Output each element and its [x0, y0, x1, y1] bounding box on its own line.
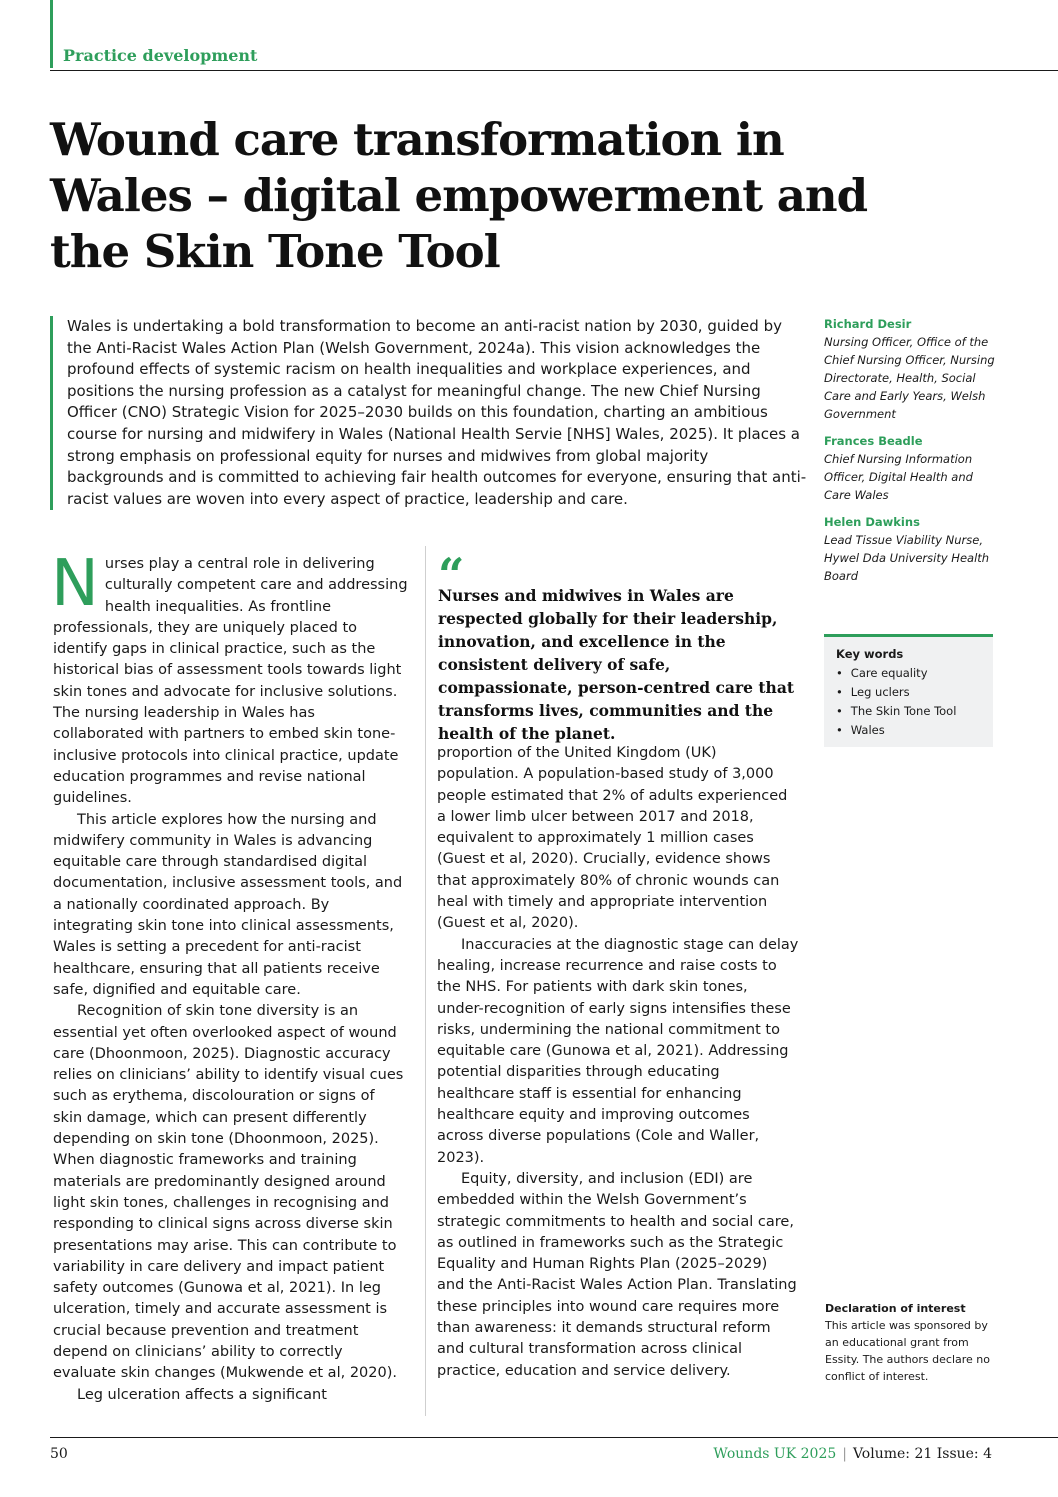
column-divider [425, 546, 426, 1416]
author-entry [824, 433, 1002, 504]
author-list [824, 316, 1002, 595]
journal-footer [713, 1446, 992, 1462]
keyword-item: • Wales [836, 721, 993, 740]
body-column-2 [437, 743, 799, 1382]
keyword-item: • Care equality [836, 664, 993, 683]
author-name: Helen Dawkins [824, 515, 920, 529]
author-name: Richard Desir [824, 317, 912, 331]
keyword-item: • The Skin Tone Tool [836, 702, 993, 721]
header-rule [50, 70, 1058, 71]
keywords-list [836, 664, 993, 740]
author-role: Lead Tissue Viability Nurse, Hywel Dda University Health Board [824, 533, 990, 583]
body-paragraph: Recognition of skin tone diversity is an essential yet often overlooked aspect of wound care (Dhoonmoon, 2025). Diagnostic accuracy relies on clinicians’ ability to identify visual cues such as erythema, discolouration or signs of skin damage, which can present differently depending on skin tone (Dhoonmoon, 2025). When diagnostic frameworks and training materials are predominantly designed around light skin tones, challenges in recognising and responding to clinical signs across diverse skin presentations may arise. This can contribute to variability in care delivery and impact patient safety outcomes (Gunowa et al, 2021). In leg ulceration, timely and accurate assessment is crucial because prevention and treatment depend on clinicians’ ability to correctly evaluate skin changes (Mukwende et al, 2020). [53, 1003, 404, 1382]
body-paragraph: Leg ulceration affects a significant [77, 1386, 327, 1403]
author-entry [824, 316, 1002, 423]
pull-quote: Nurses and midwives in Wales are respected globally for their leadership, innovation, and excellence in the consistent delivery of safe, compassionate, person-centred care that transforms lives, communities and the health of the planet. [438, 586, 795, 743]
body-paragraph: This article explores how the nursing and midwifery community in Wales is advancing equitable care through standardised digital documentation, inclusive assessment tools, and a nationally coordinated approach. By integrating skin tone into clinical assessments, Wales is setting a precedent for anti-racist healthcare, ensuring that all patients receive safe, dignified and equitable care. [53, 811, 403, 998]
author-role: Chief Nursing Information Officer, Digital Health and Care Wales [824, 452, 973, 502]
paragraph-text: urses play a central role in delivering culturally competent care and addressing health inequalities. As frontline professionals, they are uniquely placed to identify gaps in clinical practice, such as the historical bias of assessment tools towards light skin tones and advocate for inclusive solutions. The nursing leadership in Wales has collaborated with partners to embed skin tone-inclusive protocols into clinical practice, update education programmes and revise national guidelines. [53, 556, 408, 807]
quote-icon: “ [438, 548, 465, 602]
author-entry [824, 514, 1002, 585]
article-title: Wound care transformation in Wales – digital empowerment and the Skin Tone Tool [50, 113, 868, 278]
declaration-text: This article was sponsored by an educational grant from Essity. The authors declare no conflict of interest. [825, 1319, 990, 1383]
body-paragraph [51, 547, 408, 810]
body-paragraph: proportion of the United Kingdom (UK) population. A population-based study of 3,000 people estimated that 2% of adults experienced a lower limb ulcer between 2017 and 2018, equivalent to approximately 1 million cases (Guest et al, 2020). Crucially, evidence shows that approximately 80% of chronic wounds can heal with timely and appropriate intervention (Guest et al, 2020). [437, 745, 788, 932]
journal-name: Wounds UK 2025 [713, 1446, 837, 1462]
body-paragraph: Inaccuracies at the diagnostic stage can delay healing, increase recurrence and raise costs to the NHS. For patients with dark skin tones, under-recognition of early signs intensifies these risks, undermining the national commitment to equitable care (Gunowa et al, 2021). Addressing potential disparities through educating healthcare staff is essential for enhancing healthcare equity and improving outcomes across diverse populations (Cole and Waller, 2023). [437, 936, 799, 1166]
abstract: Wales is undertaking a bold transformation to become an anti-racist nation by 2030, guided by the Anti-Racist Wales Action Plan (Welsh Government, 2024a). This vision acknowledges the profound effects of systemic racism on health inequalities and workplace experiences, and positions the nursing profession as a catalyst for meaningful change. The new Chief Nursing Officer (CNO) Strategic Vision for 2025–2030 builds on this foundation, charting an ambitious course for nursing and midwifery in Wales (National Health Servie [NHS] Wales, 2025). It places a strong emphasis on professional equity for nurses and midwives from global majority backgrounds and is committed to achieving fair health outcomes for everyone, ensuring that anti-racist values are woven into every aspect of practice, leadership and care. [50, 316, 809, 510]
declaration-title: Declaration of interest [825, 1302, 966, 1315]
section-accent-bar [50, 0, 53, 68]
keyword-item: • Leg uclers [836, 683, 993, 702]
body-paragraph: Equity, diversity, and inclusion (EDI) are embedded within the Welsh Government’s strategic commitments to health and social care, as outlined in frameworks such as the Strategic Equality and Human Rights Plan (2025–2029) and the Anti-Racist Wales Action Plan. Translating these principles into wound care requires more than awareness: it demands structural reform and cultural transformation across clinical practice, education and service delivery. [437, 1170, 797, 1379]
body-column-1 [51, 547, 408, 1406]
volume-issue: Volume: 21 Issue: 4 [852, 1446, 992, 1462]
keywords-box [824, 634, 993, 747]
author-name: Frances Beadle [824, 434, 923, 448]
section-label: Practice development [63, 46, 258, 65]
footer-separator: | [842, 1446, 847, 1462]
declaration-of-interest [825, 1300, 995, 1385]
footer-rule [50, 1437, 1058, 1438]
page-number: 50 [50, 1446, 68, 1462]
drop-cap: N [51, 547, 99, 621]
keywords-title: Key words [836, 647, 904, 661]
author-role: Nursing Officer, Office of the Chief Nursing Officer, Nursing Directorate, Health, Social Care and Early Years, Welsh Government [824, 335, 995, 421]
